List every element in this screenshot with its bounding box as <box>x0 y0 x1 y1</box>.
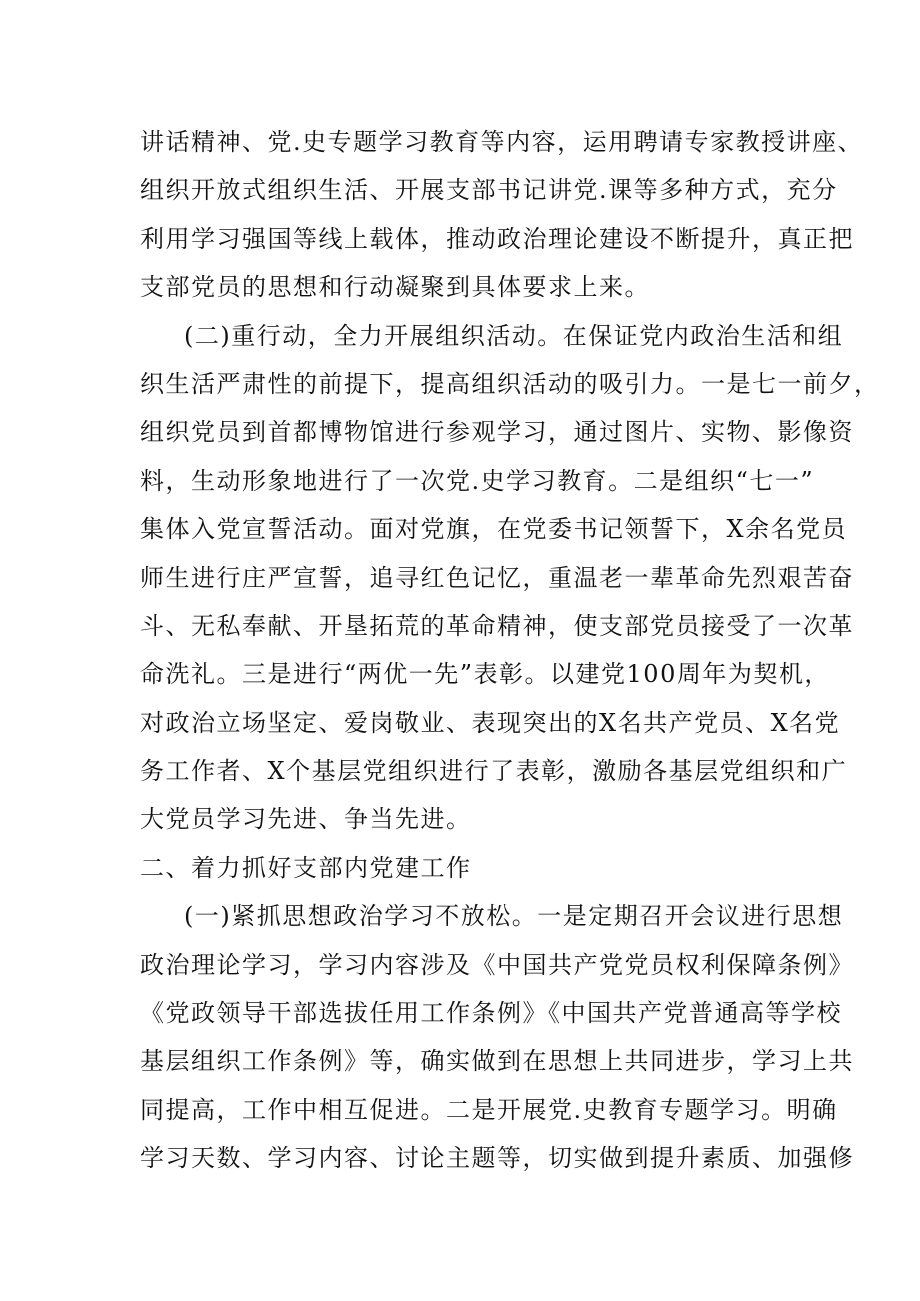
text-line: 学习天数、学习内容、讨论主题等，切实做到提升素质、加强修 <box>140 1144 854 1173</box>
document-body <box>140 118 880 1183</box>
paragraph-heading-line: (一)紧抓思想政治学习不放松。一是定期召开会议进行思想 <box>184 902 844 931</box>
text-line: 组织党员到首都博物馆进行参观学习，通过图片、实物、影像资 <box>140 418 854 447</box>
text-line: 对政治立场坚定、爱岗敬业、表现突出的X名共产党员、X名党 <box>140 708 841 737</box>
text-line: 命洗礼。三是进行“两优一先”表彰。以建党100周年为契机， <box>140 660 830 689</box>
text-line: 讲话精神、党.史专题学习教育等内容，运用聘请专家教授讲座、 <box>140 128 864 156</box>
text-line: 料，生动形象地进行了一次党.史学习教育。二是组织“七一” <box>140 466 815 495</box>
text-line: 同提高，工作中相互促进。二是开展党.史教育专题学习。明确 <box>140 1095 838 1124</box>
text-line: 《党政领导干部选拔任用工作条例》《中国共产党普通高等学校 <box>140 999 842 1028</box>
text-line: 组织开放式组织生活、开展支部书记讲党.课等多种方式，充分 <box>140 176 838 205</box>
text-line: 利用学习强国等线上载体，推动政治理论建设不断提升，真正把 <box>140 224 854 253</box>
text-line: 大党员学习先进、争当先进。 <box>140 805 472 834</box>
section-heading: 二、着力抓好支部内党建工作 <box>140 853 472 882</box>
text-line: 务工作者、X个基层党组织进行了表彰，激励各基层党组织和广 <box>140 757 848 786</box>
text-line: 基层组织工作条例》等，确实做到在思想上共同进步，学习上共 <box>140 1047 854 1076</box>
text-line: 政治理论学习，学习内容涉及《中国共产党党员权利保障条例》 <box>140 950 854 979</box>
text-line: 支部党员的思想和行动凝聚到具体要求上来。 <box>140 273 650 302</box>
paragraph-heading-line: (二)重行动，全力开展组织活动。在保证党内政治生活和组 <box>184 321 844 350</box>
text-line: 织生活严肃性的前提下，提高组织活动的吸引力。一是七一前夕， <box>140 369 880 398</box>
text-line: 集体入党宣誓活动。面对党旗，在党委书记领誓下，X余名党员 <box>140 515 848 544</box>
text-line: 师生进行庄严宣誓，追寻红色记忆，重温老一辈革命先烈艰苦奋 <box>140 563 854 592</box>
text-line: 斗、无私奉献、开垦拓荒的革命精神，使支部党员接受了一次革 <box>140 611 854 640</box>
